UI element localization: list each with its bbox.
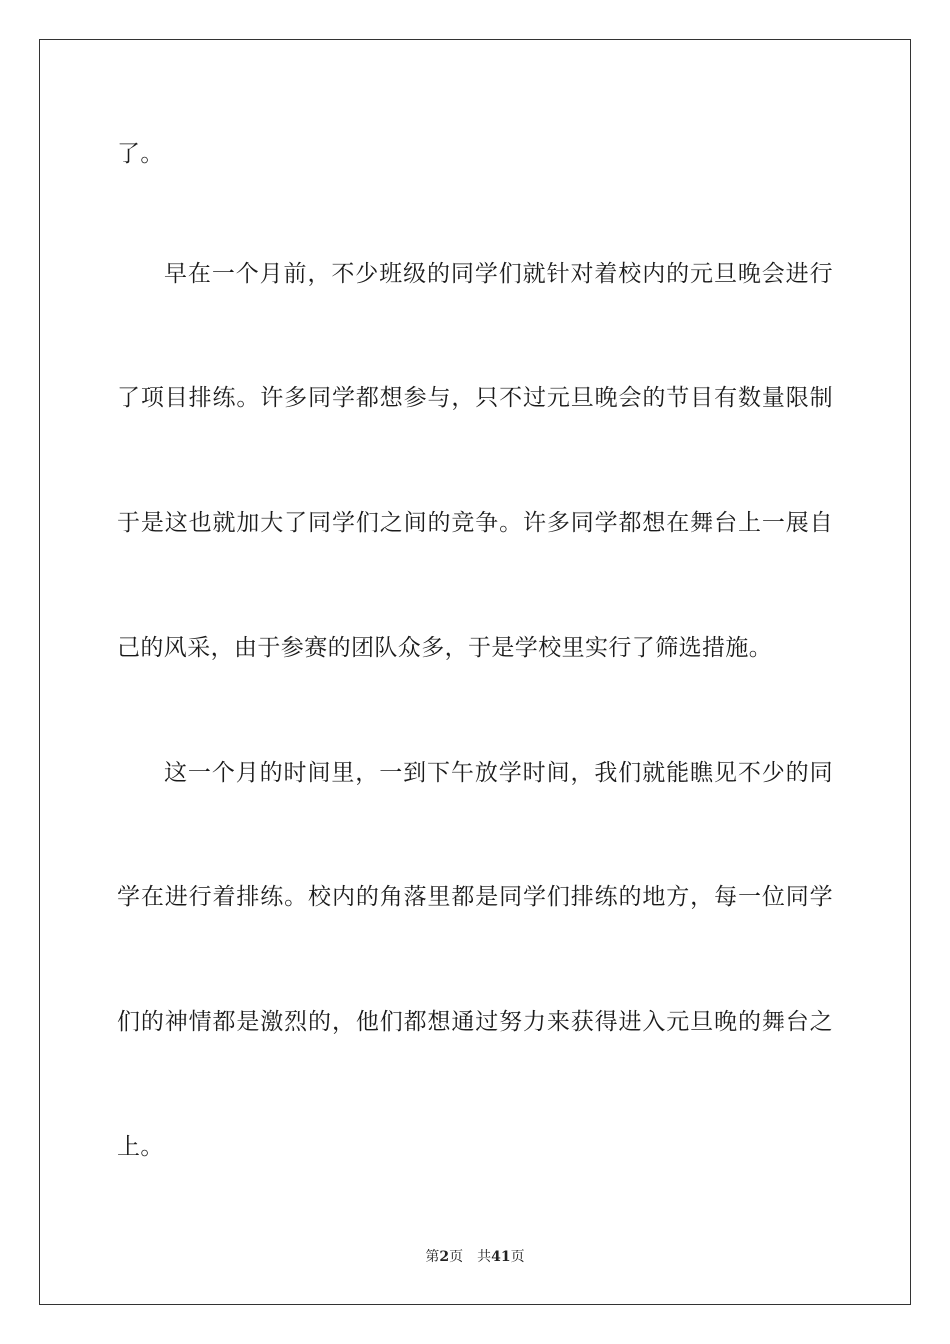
paragraph-1-line-1: 早在一个月前，不少班级的同学们就针对着校内的元旦晚会进行 [164, 261, 833, 287]
total-page-count: 41 [491, 1249, 511, 1265]
paragraph-1-line-2: 了项目排练。许多同学都想参与，只不过元旦晚会的节目有数量限制 [117, 385, 833, 411]
paragraph-1-line-3: 于是这也就加大了同学们之间的竞争。许多同学都想在舞台上一展自 [117, 510, 833, 536]
paragraph-1-line-4: 己的风采，由于参赛的团队众多，于是学校里实行了筛选措施。 [117, 635, 773, 661]
paragraph-2-line-4: 上。 [117, 1134, 164, 1160]
page-suffix: 页 [449, 1249, 464, 1265]
current-page-number: 2 [439, 1249, 450, 1265]
page-prefix: 第 [425, 1249, 440, 1265]
total-suffix: 页 [510, 1249, 525, 1265]
paragraph-2-line-2: 学在进行着排练。校内的角落里都是同学们排练的地方，每一位同学 [117, 884, 833, 910]
text-line-1: 了。 [117, 141, 164, 167]
page-footer [0, 1248, 950, 1266]
page-border [39, 39, 911, 1305]
total-prefix: 共 [477, 1249, 492, 1265]
paragraph-2-line-1: 这一个月的时间里，一到下午放学时间，我们就能瞧见不少的同 [164, 760, 833, 786]
paragraph-2-line-3: 们的神情都是激烈的，他们都想通过努力来获得进入元旦晚的舞台之 [117, 1009, 833, 1035]
